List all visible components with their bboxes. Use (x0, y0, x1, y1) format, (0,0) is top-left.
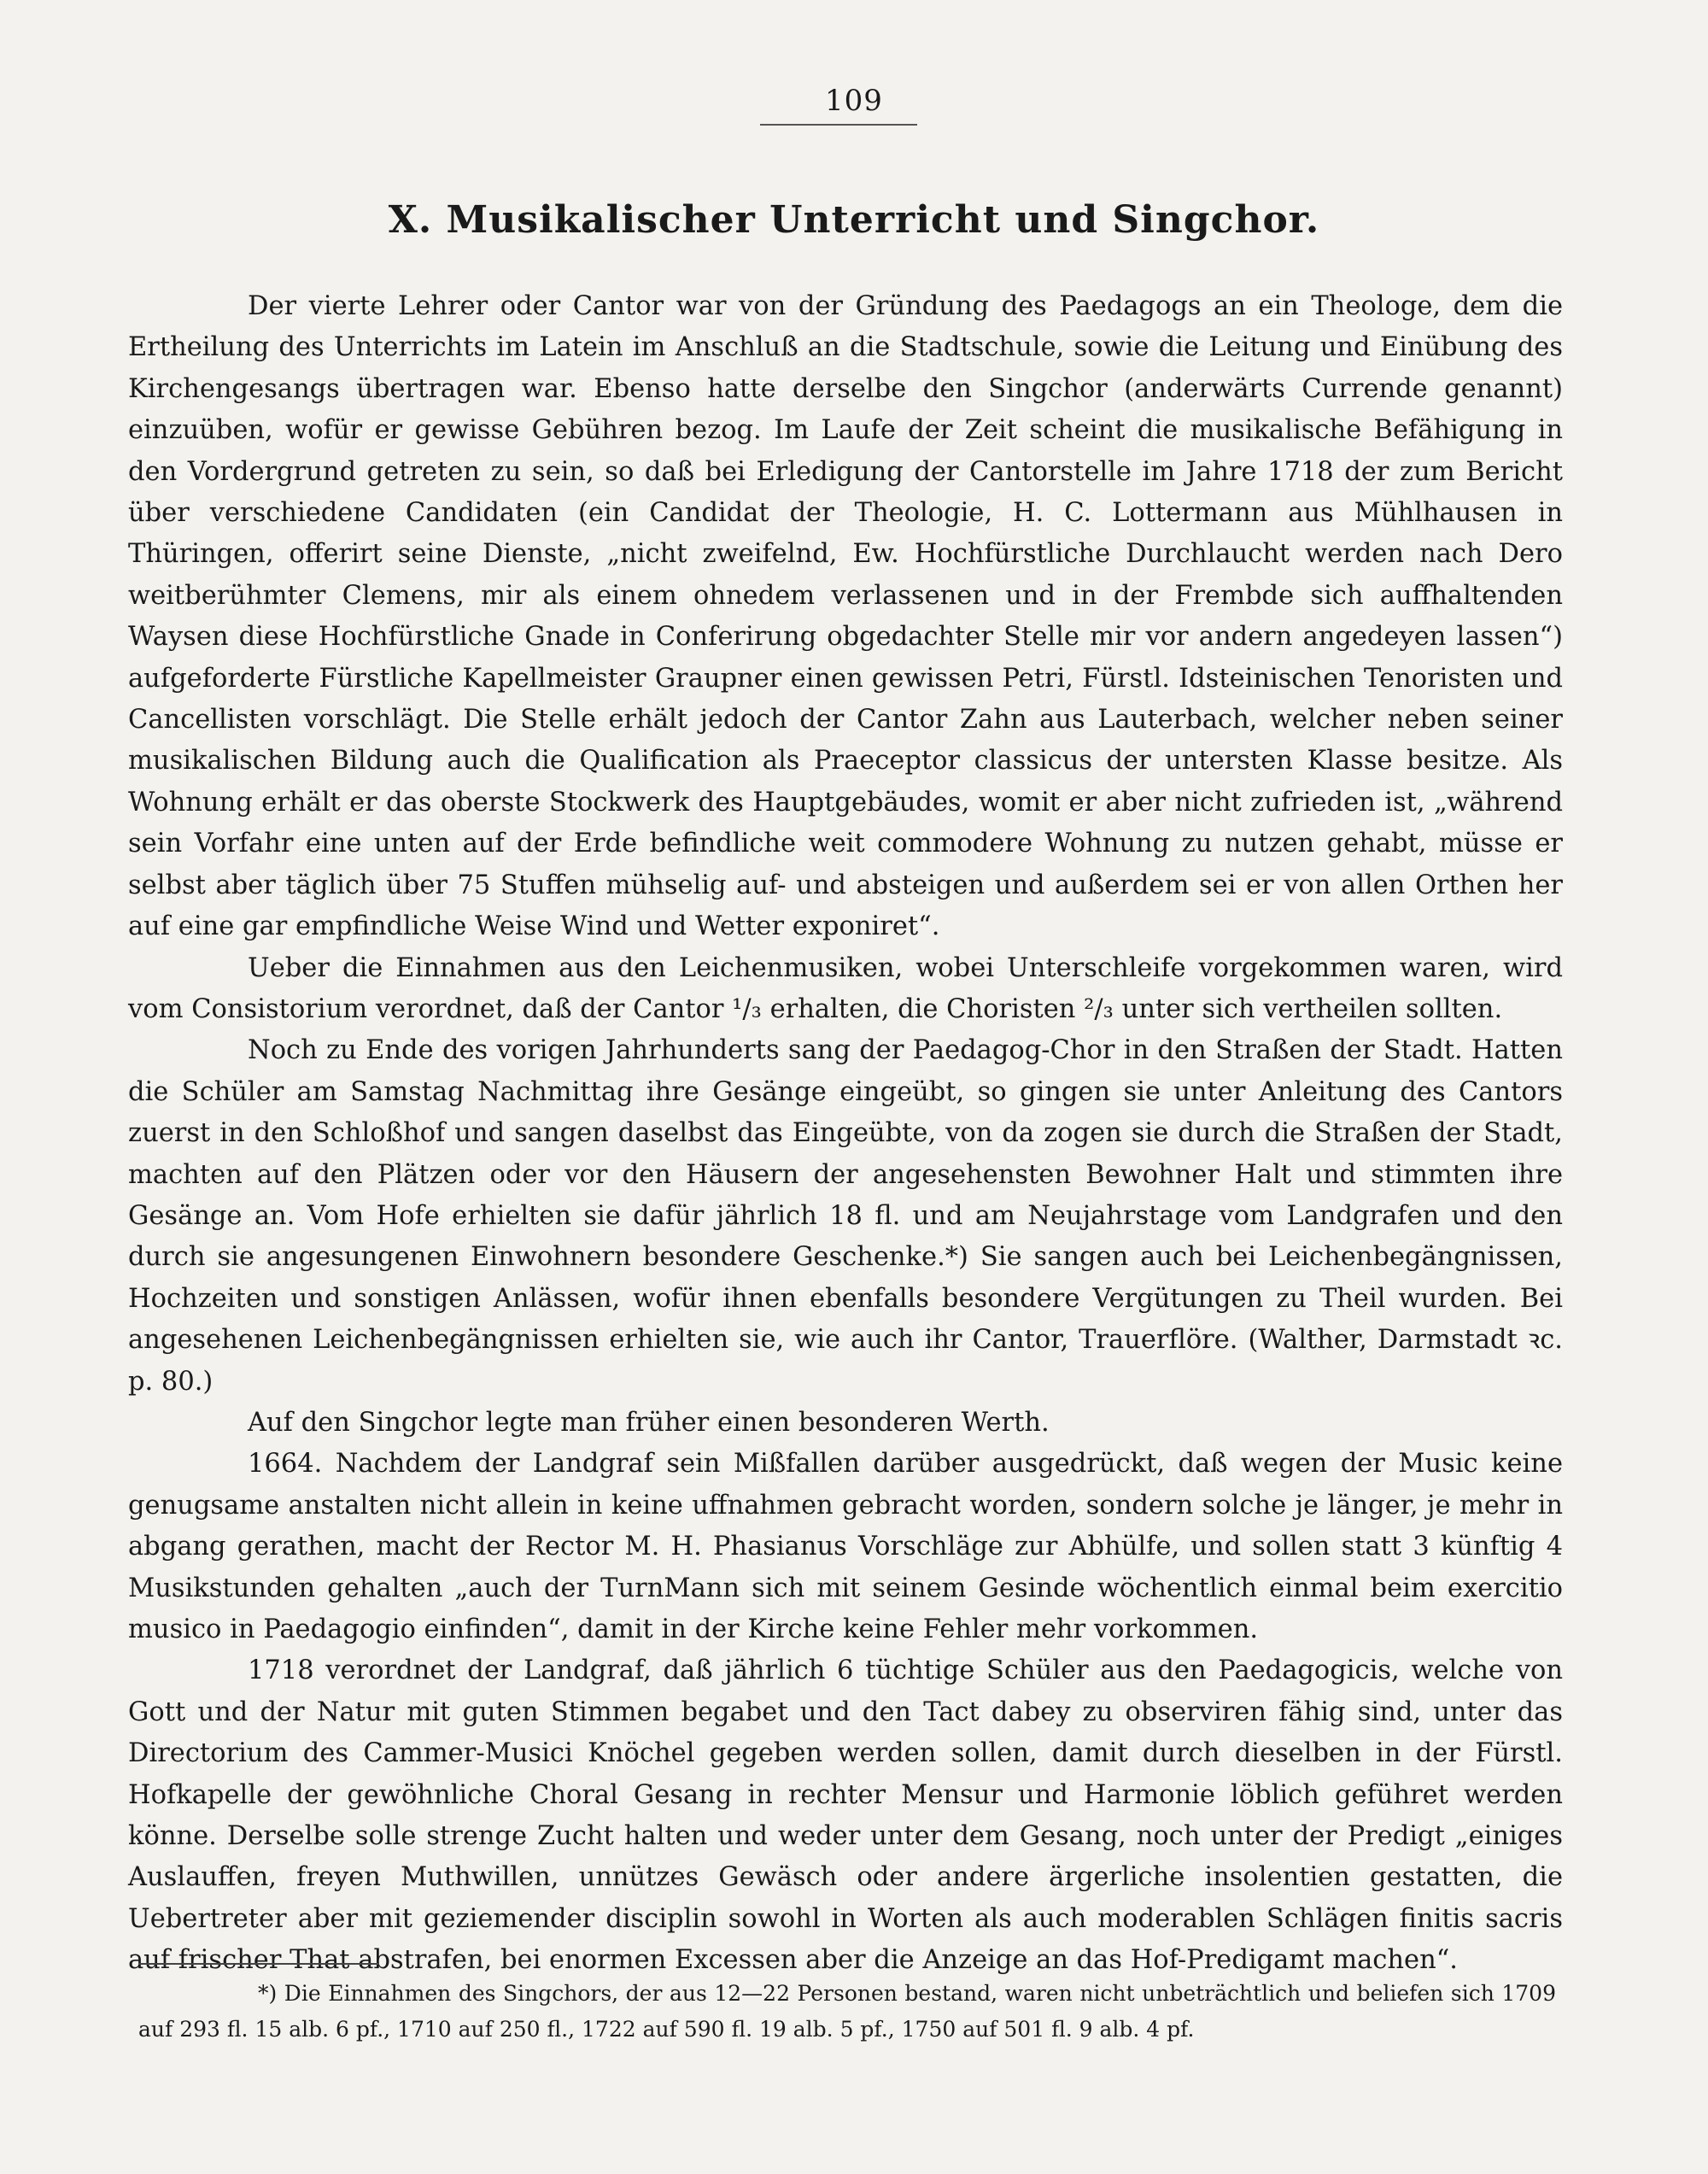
footnote-text: *) Die Einnahmen des Singchors, der aus 12—22 Personen bestand, waren nicht unbeträchtlich und beliefen sich 1709 auf 293 fl. 15 alb. 6 pf., 1710 auf 250 fl., 1722 auf 590 fl. 19 alb. 5 pf., 1750 auf 501 fl. 9 alb. 4 pf. (138, 1981, 1556, 2042)
footnote-rule (138, 1963, 379, 1965)
paragraph: Der vierte Lehrer oder Cantor war von der Gründung des Paedagogs an ein Theologe, dem die Ertheilung des Unterrichts im Latein im Anschluß an die Stadtschule, sowie die Leitung und Einübung des Kirchengesangs übertragen war. Ebenso hatte derselbe den Singchor (anderwärts Currende genannt) einzuüben, wofür er gewisse Gebühren bezog. Im Laufe der Zeit scheint die musikalische Befähigung in den Vordergrund getreten zu sein, so daß bei Erledigung der Cantorstelle im Jahre 1718 der zum Bericht über verschiedene Candidaten (ein Candidat der Theologie, H. C. Lottermann aus Mühlhausen in Thüringen, offerirt seine Dienste, „nicht zweifelnd, Ew. Hochfürstliche Durchlaucht werden nach Dero weitberühmter Clemens, mir als einem ohnedem verlassenen und in der Frembde sich auffhaltenden Waysen diese Hochfürstliche Gnade in Conferirung obgedachter Stelle mir vor andern angedeyen lassen“) aufgeforderte Fürstliche Kapellmeister Graupner einen gewissen Petri, Fürstl. Idsteinischen Tenoristen und Cancellisten vorschlägt. Die Stelle erhält jedoch der Cantor Zahn aus Lauterbach, welcher neben seiner musikalischen Bildung auch die Qualification als Praeceptor classicus der untersten Klasse besitze. Als Wohnung erhält er das oberste Stockwerk des Hauptgebäudes, womit er aber nicht zufrieden ist, „während sein Vorfahr eine unten auf der Erde befindliche weit commodere Wohnung zu nutzen gehabt, müsse er selbst aber täglich über 75 Stuffen mühselig auf- und absteigen und außerdem sei er von allen Orthen her auf eine gar empfindliche Weise Wind und Wetter exponiret“. (128, 291, 1563, 942)
paragraph: Noch zu Ende des vorigen Jahrhunderts sang der Paedagog-Chor in den Straßen der Stadt. Hatten die Schüler am Samstag Nachmittag ihre Gesänge eingeübt, so gingen sie unter Anleitung des Cantors zuerst in den Schloßhof und sangen daselbst das Eingeübte, von da zogen sie durch die Straßen der Stadt, machten auf den Plätzen oder vor den Häusern der angesehensten Bewohner Halt und stimmten ihre Gesänge an. Vom Hofe erhielten sie dafür jährlich 18 fl. und am Neujahrstage vom Landgrafen und den durch sie angesungenen Einwohnern besondere Geschenke.*) Sie sangen auch bei Leichenbegängnissen, Hochzeiten und sonstigen Anlässen, wofür ihnen ebenfalls besondere Vergütungen zu Theil wurden. Bei angesehenen Leichenbegängnissen erhielten sie, wie auch ihr Cantor, Trauerflöre. (Walther, Darmstadt ꝛc. p. 80.) (128, 1035, 1563, 1397)
page-number: 109 (825, 84, 883, 118)
footnote (138, 1976, 1556, 2048)
chapter-title: X. Musikalischer Unterricht und Singchor. (388, 198, 1320, 242)
paragraph: 1718 verordnet der Landgraf, daß jährlich 6 tüchtige Schüler aus den Paedagogicis, welche von Gott und der Natur mit guten Stimmen begabet und den Tact dabey zu observiren fähig sind, unter das Directorium des Cammer-Musici Knöchel gegeben werden sollen, damit durch dieselben in der Fürstl. Hofkapelle der gewöhnliche Choral Gesang in rechter Mensur und Harmonie löblich geführet werden könne. Derselbe solle strenge Zucht halten und weder unter dem Gesang, noch unter der Predigt „einiges Auslauffen, freyen Muthwillen, unnützes Gewäsch oder andere ärgerliche insolentien gestatten, die Uebertreter aber mit geziemender disciplin sowohl in Worten als auch moderablen Schlägen finitis sacris auf frischer That abstrafen, bei enormen Excessen aber die Anzeige an das Hof-Predigamt machen“. (128, 1655, 1563, 1976)
body-text (128, 286, 1563, 1982)
paragraph: Auf den Singchor legte man früher einen besonderen Werth. (248, 1407, 1050, 1438)
page-number-rule (760, 124, 917, 126)
paragraph: 1664. Nachdem der Landgraf sein Mißfallen darüber ausgedrückt, daß wegen der Music keine genugsame anstalten nicht allein in keine uffnahmen gebracht worden, sondern solche je länger, je mehr in abgang gerathen, macht der Rector M. H. Phasianus Vorschläge zur Abhülfe, und sollen statt 3 künftig 4 Musikstunden gehalten „auch der TurnMann sich mit seinem Gesinde wöchentlich einmal beim exercitio musico in Paedagogio einfinden“, damit in der Kirche keine Fehler mehr vorkommen. (128, 1449, 1563, 1644)
paragraph: Ueber die Einnahmen aus den Leichenmusiken, wobei Unterschleife vorgekommen waren, wird vom Consistorium verordnet, daß der Cantor ¹/₃ erhalten, die Choristen ²/₃ unter sich vertheilen sollten. (128, 952, 1563, 1024)
